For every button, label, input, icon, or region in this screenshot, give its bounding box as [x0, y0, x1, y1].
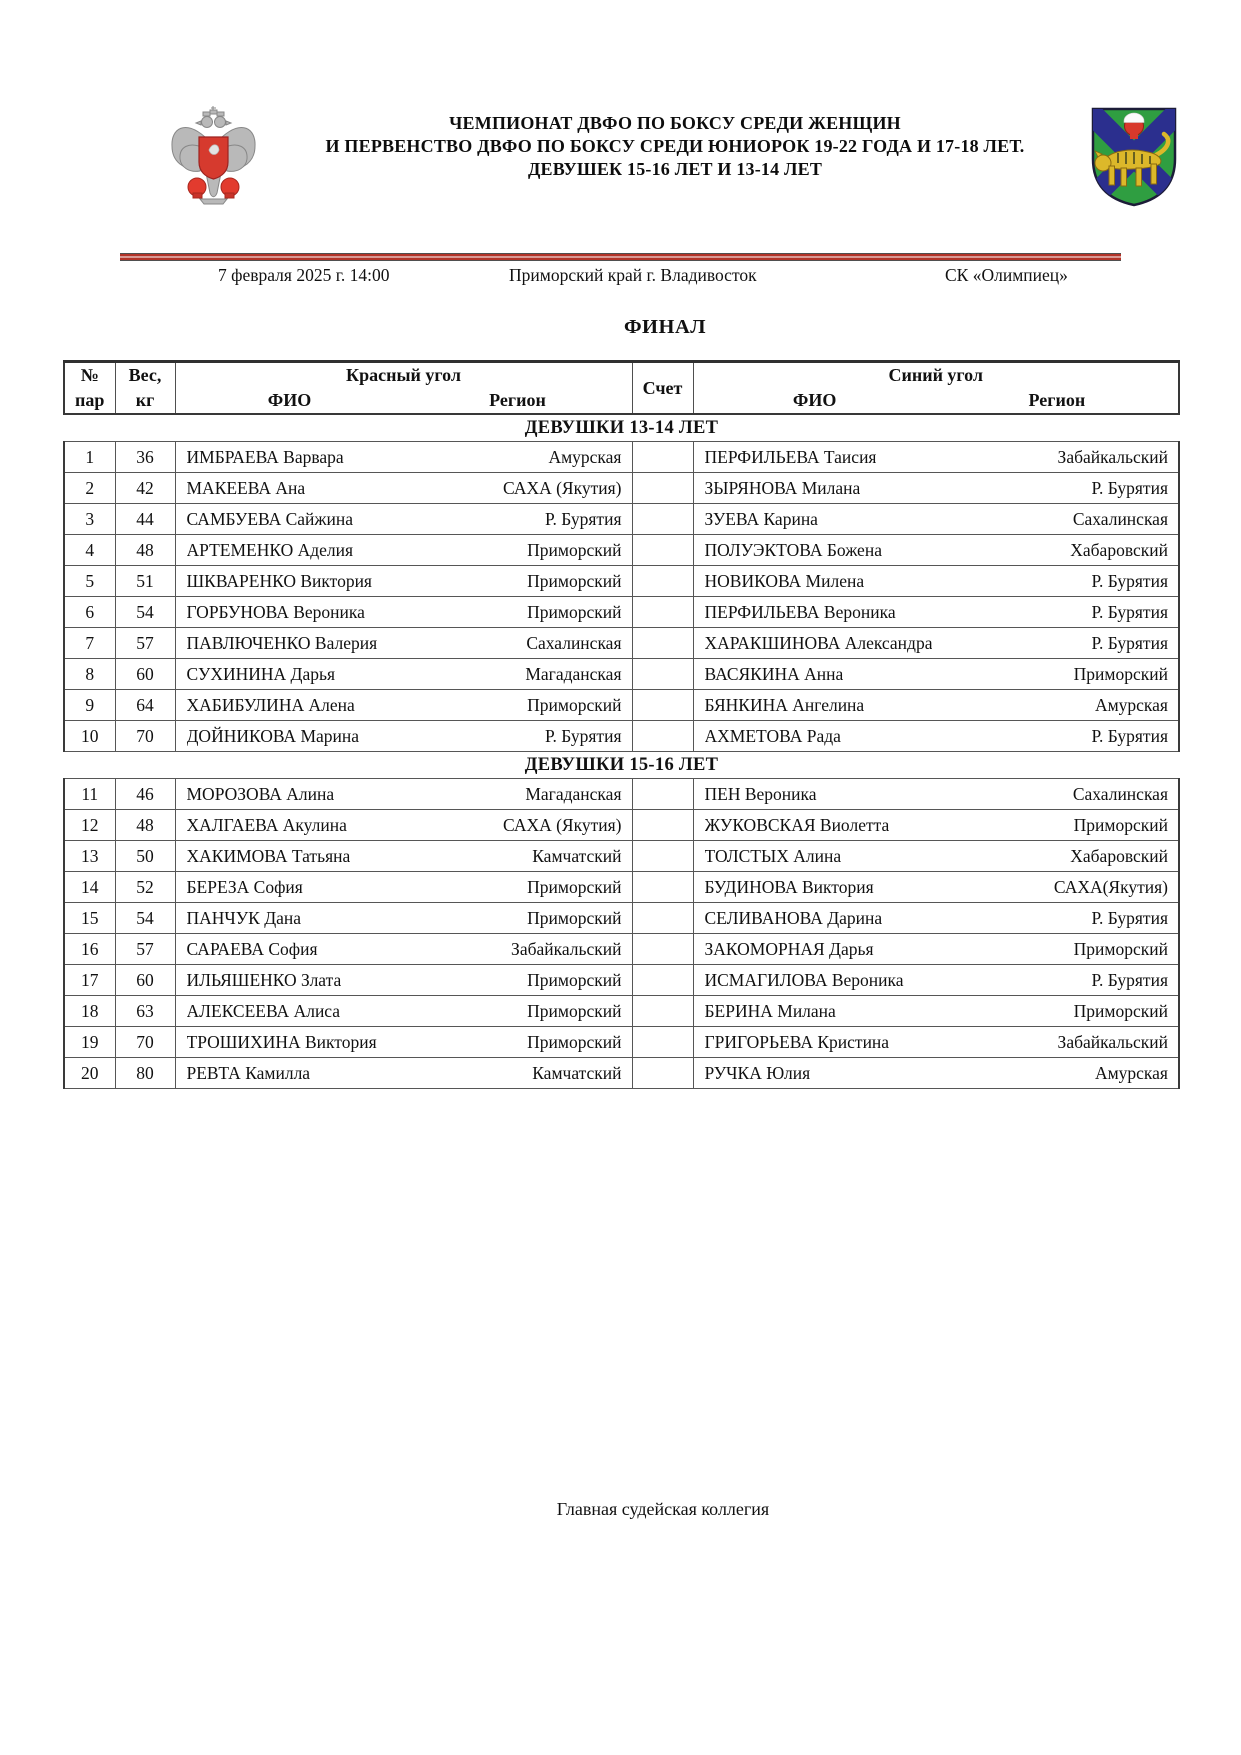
corner-content [176, 1063, 632, 1084]
score-cell [632, 721, 693, 752]
col-header-red-corner [175, 362, 632, 415]
pair-row [64, 810, 1179, 841]
score-cell [632, 473, 693, 504]
section-header-row [64, 752, 1179, 779]
pair-row [64, 442, 1179, 473]
blue-corner-cell [693, 934, 1179, 965]
score-cell [632, 903, 693, 934]
blue-corner-cell [693, 566, 1179, 597]
score-cell [632, 442, 693, 473]
red-corner-cell [175, 566, 632, 597]
red-corner-cell [175, 779, 632, 810]
red-corner-cell [175, 473, 632, 504]
blue-corner-cell [693, 721, 1179, 752]
pair-row [64, 872, 1179, 903]
score-cell [632, 841, 693, 872]
score-cell [632, 597, 693, 628]
blue-corner-cell [693, 1027, 1179, 1058]
weight-cell: 51 [115, 566, 175, 597]
blue-corner-cell [693, 473, 1179, 504]
boxer-region: Р. Бурятия [544, 725, 622, 746]
pair-row [64, 659, 1179, 690]
corner-content [694, 664, 1179, 685]
blue-corner-cell [693, 872, 1179, 903]
boxer-region: Р. Бурятия [1091, 725, 1168, 746]
table-header-row [64, 362, 1179, 415]
boxer-region: Сахалинская [526, 632, 622, 653]
pair-number-cell: 7 [64, 628, 115, 659]
boxer-region: Приморский [527, 570, 622, 591]
blue-corner-cell [693, 442, 1179, 473]
red-corner-cell [175, 841, 632, 872]
pair-number-cell: 10 [64, 721, 115, 752]
pair-row [64, 841, 1179, 872]
boxer-name: МОРОЗОВА Алина [186, 783, 335, 804]
score-cell [632, 659, 693, 690]
weight-cell: 80 [115, 1058, 175, 1089]
pair-row [64, 535, 1179, 566]
boxer-region: Р. Бурятия [1091, 632, 1168, 653]
boxer-region: Амурская [1094, 694, 1168, 715]
boxer-region: Р. Бурятия [1091, 601, 1168, 622]
pair-row [64, 1058, 1179, 1089]
boxer-region: Забайкальский [511, 938, 622, 959]
boxer-region: САХА (Якутия) [503, 477, 622, 498]
boxer-region: Приморский [1073, 938, 1168, 959]
event-datetime: 7 февраля 2025 г. 14:00 [218, 265, 390, 285]
score-cell [632, 628, 693, 659]
pair-number-cell: 1 [64, 442, 115, 473]
boxer-region: Магаданская [525, 783, 622, 804]
corner-content [176, 1032, 632, 1053]
boxer-region: Камчатский [532, 1062, 622, 1083]
score-cell [632, 779, 693, 810]
corner-content [176, 478, 632, 499]
pairs-table [63, 360, 1178, 1089]
pair-number-cell: 8 [64, 659, 115, 690]
corner-content [176, 970, 632, 991]
blue-name-subheader: ФИО [792, 390, 837, 410]
red-corner-cell [175, 934, 632, 965]
pair-number-cell: 9 [64, 690, 115, 721]
corner-content [694, 970, 1179, 991]
boxer-region: Хабаровский [1070, 539, 1168, 560]
corner-content [694, 1032, 1179, 1053]
corner-content [176, 726, 632, 747]
corner-content [694, 846, 1179, 867]
boxer-name: АРТЕМЕНКО Аделия [186, 539, 354, 560]
boxer-name: ПАНЧУК Дана [186, 907, 302, 928]
boxer-name: ЗЫРЯНОВА Милана [704, 477, 861, 498]
pair-row [64, 690, 1179, 721]
boxer-name: ПЕРФИЛЬЕВА Таисия [704, 446, 877, 467]
pair-row [64, 996, 1179, 1027]
boxer-name: РЕВТА Камилла [186, 1062, 311, 1083]
boxer-name: БУДИНОВА Виктория [704, 876, 874, 897]
pair-row [64, 473, 1179, 504]
pair-row [64, 1027, 1179, 1058]
boxer-name: ПЕН Вероника [704, 783, 817, 804]
pair-number-cell: 3 [64, 504, 115, 535]
boxer-name: ГРИГОРЬЕВА Кристина [704, 1031, 890, 1052]
boxer-name: ХАБИБУЛИНА Алена [186, 694, 355, 715]
blue-corner-cell [693, 810, 1179, 841]
boxer-region: Амурская [548, 446, 622, 467]
corner-content [694, 695, 1179, 716]
score-cell [632, 934, 693, 965]
boxer-region: Камчатский [532, 845, 622, 866]
boxer-region: Приморский [1073, 1000, 1168, 1021]
corner-content [694, 939, 1179, 960]
tournament-title [270, 112, 1080, 181]
corner-content [694, 1001, 1179, 1022]
boxer-region: Приморский [527, 1031, 622, 1052]
boxer-region: Забайкальский [1057, 446, 1168, 467]
boxer-region: Приморский [527, 1000, 622, 1021]
boxer-name: НОВИКОВА Милена [704, 570, 865, 591]
boxer-region: Р. Бурятия [1091, 477, 1168, 498]
boxer-region: Магаданская [525, 663, 622, 684]
corner-content [176, 447, 632, 468]
pair-row [64, 779, 1179, 810]
pair-number-cell: 17 [64, 965, 115, 996]
boxer-region: Приморский [527, 539, 622, 560]
pair-row [64, 597, 1179, 628]
score-header: Счет [642, 377, 683, 398]
boxer-name: ПЕРФИЛЬЕВА Вероника [704, 601, 896, 622]
pair-number-cell: 4 [64, 535, 115, 566]
red-corner-cell [175, 903, 632, 934]
red-corner-cell [175, 442, 632, 473]
weight-header-line2: кг [135, 390, 155, 410]
corner-content [694, 447, 1179, 468]
weight-cell: 50 [115, 841, 175, 872]
blue-region-subheader: Регион [1028, 390, 1086, 410]
score-cell [632, 535, 693, 566]
red-corner-cell [175, 535, 632, 566]
boxer-name: ТОЛСТЫХ Алина [704, 845, 842, 866]
red-corner-cell [175, 628, 632, 659]
pair-number-cell: 12 [64, 810, 115, 841]
weight-cell: 70 [115, 721, 175, 752]
corner-content [694, 509, 1179, 530]
boxer-name: ХАЛГАЕВА Акулина [186, 814, 347, 835]
boxer-name: ЗАКОМОРНАЯ Дарья [704, 938, 874, 959]
red-corner-cell [175, 810, 632, 841]
boxer-name: ЗУЕВА Карина [704, 508, 818, 529]
red-corner-cell [175, 996, 632, 1027]
red-corner-header: Красный угол [346, 365, 461, 385]
corner-content [694, 815, 1179, 836]
pair-number-cell: 14 [64, 872, 115, 903]
corner-content [176, 846, 632, 867]
pair-number-cell: 6 [64, 597, 115, 628]
red-corner-cell [175, 721, 632, 752]
boxer-region: САХА (Якутия) [503, 814, 622, 835]
corner-content [694, 1063, 1179, 1084]
score-cell [632, 965, 693, 996]
boxer-region: Р. Бурятия [1091, 969, 1168, 990]
boxer-region: Приморский [527, 969, 622, 990]
score-cell [632, 504, 693, 535]
boxer-name: РУЧКА Юлия [704, 1062, 811, 1083]
weight-header-line1: Вес, [128, 365, 162, 385]
blue-corner-cell [693, 535, 1179, 566]
boxing-federation-emblem-icon [167, 103, 260, 208]
pairs-table-body [64, 414, 1179, 1089]
boxer-name: БЯНКИНА Ангелина [704, 694, 865, 715]
red-corner-cell [175, 659, 632, 690]
title-line-3: ДЕВУШЕК 15-16 ЛЕТ И 13-14 ЛЕТ [527, 159, 823, 179]
boxer-region: Приморский [527, 876, 622, 897]
blue-corner-cell [693, 903, 1179, 934]
pair-number-cell: 5 [64, 566, 115, 597]
boxer-name: МАКЕЕВА Ана [186, 477, 306, 498]
corner-content [176, 540, 632, 561]
red-corner-cell [175, 597, 632, 628]
weight-cell: 60 [115, 659, 175, 690]
blue-corner-header: Синий угол [888, 365, 984, 385]
corner-content [176, 784, 632, 805]
weight-cell: 52 [115, 872, 175, 903]
pair-row [64, 504, 1179, 535]
pair-number-cell: 18 [64, 996, 115, 1027]
boxer-name: ДОЙНИКОВА Марина [186, 725, 360, 746]
event-venue: СК «Олимпиец» [945, 265, 1068, 285]
blue-corner-cell [693, 659, 1179, 690]
section-header-row [64, 414, 1179, 442]
boxer-region: САХА(Якутия) [1053, 876, 1168, 897]
boxer-name: АХМЕТОВА Рада [704, 725, 841, 746]
col-header-pair [64, 362, 115, 415]
pair-number-cell: 16 [64, 934, 115, 965]
corner-content [176, 633, 632, 654]
pair-number-cell: 13 [64, 841, 115, 872]
weight-cell: 57 [115, 628, 175, 659]
red-corner-cell [175, 690, 632, 721]
weight-cell: 54 [115, 597, 175, 628]
corner-content [176, 509, 632, 530]
score-cell [632, 566, 693, 597]
score-cell [632, 996, 693, 1027]
event-location: Приморский край г. Владивосток [509, 265, 757, 285]
boxer-name: СУХИНИНА Дарья [186, 663, 336, 684]
boxer-region: Амурская [1094, 1062, 1168, 1083]
weight-cell: 57 [115, 934, 175, 965]
blue-corner-cell [693, 690, 1179, 721]
score-cell [632, 872, 693, 903]
pair-number-cell: 20 [64, 1058, 115, 1089]
corner-content [694, 726, 1179, 747]
pair-row [64, 903, 1179, 934]
weight-cell: 54 [115, 903, 175, 934]
boxer-name: САРАЕВА София [186, 938, 318, 959]
corner-content [176, 664, 632, 685]
weight-cell: 64 [115, 690, 175, 721]
blue-corner-cell [693, 628, 1179, 659]
footer-signature-line: Главная судейская коллегия [556, 1499, 770, 1519]
pair-number-cell: 11 [64, 779, 115, 810]
red-corner-cell [175, 965, 632, 996]
boxer-region: Приморский [1073, 814, 1168, 835]
blue-corner-cell [693, 996, 1179, 1027]
title-line-1: ЧЕМПИОНАТ ДВФО ПО БОКСУ СРЕДИ ЖЕНЩИН [449, 113, 901, 133]
weight-cell: 63 [115, 996, 175, 1027]
corner-content [176, 602, 632, 623]
boxer-name: ХАКИМОВА Татьяна [186, 845, 351, 866]
boxer-name: ХАРАКШИНОВА Александра [704, 632, 933, 653]
corner-content [176, 815, 632, 836]
boxer-region: Хабаровский [1070, 845, 1168, 866]
corner-content [694, 540, 1179, 561]
section-title: ДЕВУШКИ 15-16 ЛЕТ [524, 755, 719, 775]
red-region-subheader: Регион [489, 390, 546, 410]
weight-cell: 36 [115, 442, 175, 473]
boxer-region: Забайкальский [1057, 1031, 1168, 1052]
boxer-name: ПОЛУЭКТОВА Божена [704, 539, 882, 560]
blue-corner-cell [693, 504, 1179, 535]
weight-cell: 46 [115, 779, 175, 810]
blue-corner-cell [693, 597, 1179, 628]
boxer-name: ТРОШИХИНА Виктория [186, 1031, 377, 1052]
corner-content [176, 939, 632, 960]
boxer-name: СЕЛИВАНОВА Дарина [704, 907, 883, 928]
weight-cell: 60 [115, 965, 175, 996]
pair-row [64, 934, 1179, 965]
title-line-2: И ПЕРВЕНСТВО ДВФО ПО БОКСУ СРЕДИ ЮНИОРОК 19-22 ГОДА И 17-18 ЛЕТ. [325, 136, 1025, 156]
weight-cell: 42 [115, 473, 175, 504]
corner-content [694, 602, 1179, 623]
corner-content [694, 877, 1179, 898]
pair-row [64, 965, 1179, 996]
red-corner-cell [175, 872, 632, 903]
corner-content [176, 1001, 632, 1022]
pair-row [64, 628, 1179, 659]
weight-cell: 48 [115, 810, 175, 841]
boxer-name: ВАСЯКИНА Анна [704, 663, 844, 684]
boxer-name: ИСМАГИЛОВА Вероника [704, 969, 904, 990]
boxer-region: Приморский [527, 601, 622, 622]
score-cell [632, 690, 693, 721]
header-divider-rule [120, 253, 1121, 261]
boxer-name: ПАВЛЮЧЕНКО Валерия [186, 632, 378, 653]
final-heading: ФИНАЛ [623, 316, 707, 338]
pair-number-cell: 19 [64, 1027, 115, 1058]
weight-cell: 48 [115, 535, 175, 566]
col-header-weight [115, 362, 175, 415]
boxer-name: САМБУЕВА Сайжина [186, 508, 353, 529]
boxer-region: Приморский [527, 694, 622, 715]
red-corner-cell [175, 504, 632, 535]
boxer-name: ИМБРАЕВА Варвара [186, 446, 344, 467]
boxer-name: АЛЕКСЕЕВА Алиса [186, 1000, 341, 1021]
score-cell [632, 810, 693, 841]
boxer-region: Р. Бурятия [1091, 570, 1168, 591]
boxer-name: ИЛЬЯШЕНКО Злата [186, 969, 342, 990]
boxer-region: Р. Бурятия [544, 508, 622, 529]
blue-corner-cell [693, 1058, 1179, 1089]
corner-content [694, 571, 1179, 592]
pair-number-cell: 2 [64, 473, 115, 504]
red-name-subheader: ФИО [267, 390, 312, 410]
boxer-region: Р. Бурятия [1091, 907, 1168, 928]
weight-cell: 70 [115, 1027, 175, 1058]
pair-header-line2: пар [75, 390, 105, 410]
score-cell [632, 1027, 693, 1058]
pair-header-line1: № [80, 365, 99, 385]
boxer-region: Сахалинская [1072, 783, 1168, 804]
corner-content [694, 784, 1179, 805]
pair-row [64, 721, 1179, 752]
pair-number-cell: 15 [64, 903, 115, 934]
red-corner-cell [175, 1058, 632, 1089]
col-header-blue-corner [693, 362, 1179, 415]
corner-content [694, 633, 1179, 654]
primorsky-krai-coat-of-arms-icon [1088, 103, 1180, 208]
boxer-name: ШКВАРЕНКО Виктория [186, 570, 372, 591]
boxer-region: Сахалинская [1072, 508, 1168, 529]
blue-corner-cell [693, 841, 1179, 872]
corner-content [176, 908, 632, 929]
boxer-name: БЕРИНА Милана [704, 1000, 836, 1021]
corner-content [176, 571, 632, 592]
boxer-name: ГОРБУНОВА Вероника [186, 601, 365, 622]
section-title: ДЕВУШКИ 13-14 ЛЕТ [524, 418, 719, 438]
boxer-region: Приморский [1073, 663, 1168, 684]
score-cell [632, 1058, 693, 1089]
corner-content [176, 877, 632, 898]
col-header-score [632, 362, 693, 415]
corner-content [694, 908, 1179, 929]
weight-cell: 44 [115, 504, 175, 535]
boxer-name: БЕРЕЗА София [186, 876, 303, 897]
boxer-region: Приморский [527, 907, 622, 928]
blue-corner-cell [693, 779, 1179, 810]
pair-row [64, 566, 1179, 597]
corner-content [694, 478, 1179, 499]
red-corner-cell [175, 1027, 632, 1058]
blue-corner-cell [693, 965, 1179, 996]
corner-content [176, 695, 632, 716]
boxer-name: ЖУКОВСКАЯ Виолетта [704, 814, 890, 835]
